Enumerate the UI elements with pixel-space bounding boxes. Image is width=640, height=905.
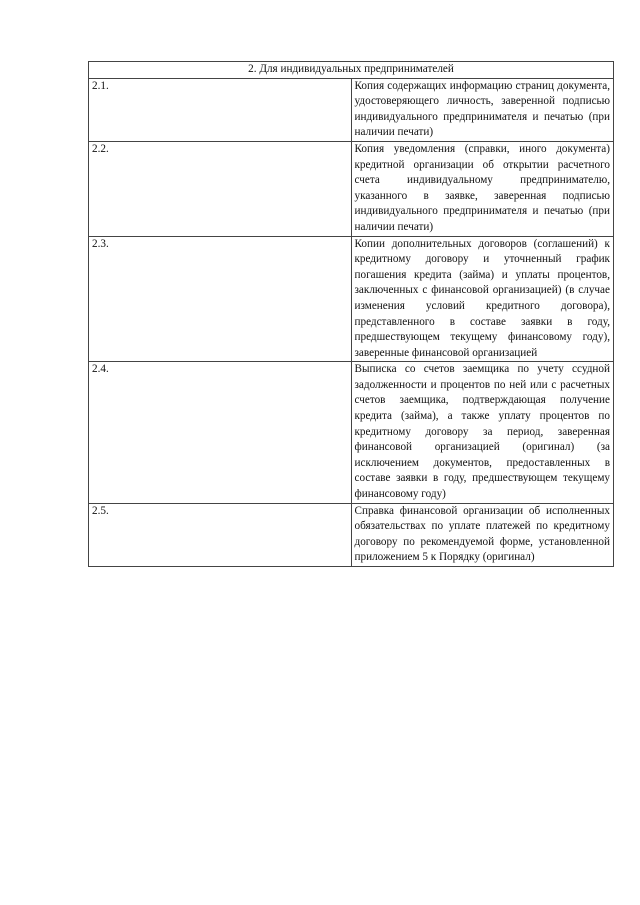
table-row: [89, 503, 614, 566]
table-row: [89, 78, 614, 141]
table-row: [89, 236, 614, 362]
row-number: 2.2.: [89, 141, 352, 236]
row-text: Копия уведомления (справки, иного документа) кредитной организации об открытии расчетного счета индивидуальному предпринимателю, указанного в заявке, заверенная подписью индивидуального предпринимателя и печатью (при наличии печати): [351, 141, 614, 236]
row-text: Копии дополнительных договоров (соглашений) к кредитному договору и уточненный график погашения кредита (займа) и уплаты процентов, заключенных с финансовой организацией) (в случае изменения условий кредитного договора), представленного в составе заявки в году, предшествующем текущему финансовому году), заверенные финансовой организацией: [351, 236, 614, 362]
row-number: 2.1.: [89, 78, 352, 141]
row-number: 2.5.: [89, 503, 352, 566]
documents-table: [88, 61, 614, 567]
section-heading-row: [89, 62, 614, 79]
section-heading: 2. Для индивидуальных предпринимателей: [89, 62, 614, 79]
table-row: [89, 362, 614, 503]
row-text: Справка финансовой организации об исполненных обязательствах по уплате платежей по кредитному договору по рекомендуемой форме, установленной приложением 5 к Порядку (оригинал): [351, 503, 614, 566]
row-text: Копия содержащих информацию страниц документа, удостоверяющего личность, заверенной подписью индивидуального предпринимателя и печатью (при наличии печати): [351, 78, 614, 141]
table-row: [89, 141, 614, 236]
row-number: 2.4.: [89, 362, 352, 503]
row-number: 2.3.: [89, 236, 352, 362]
row-text: Выписка со счетов заемщика по учету ссудной задолженности и процентов по ней или с расчетных счетов заемщика, подтверждающая получение кредита (займа), а также уплату процентов по кредитному договору за период, заверенная финансовой организацией (оригинал) (за исключением документов, предоставленных в составе заявки в году, предшествующем текущему финансовому году): [351, 362, 614, 503]
